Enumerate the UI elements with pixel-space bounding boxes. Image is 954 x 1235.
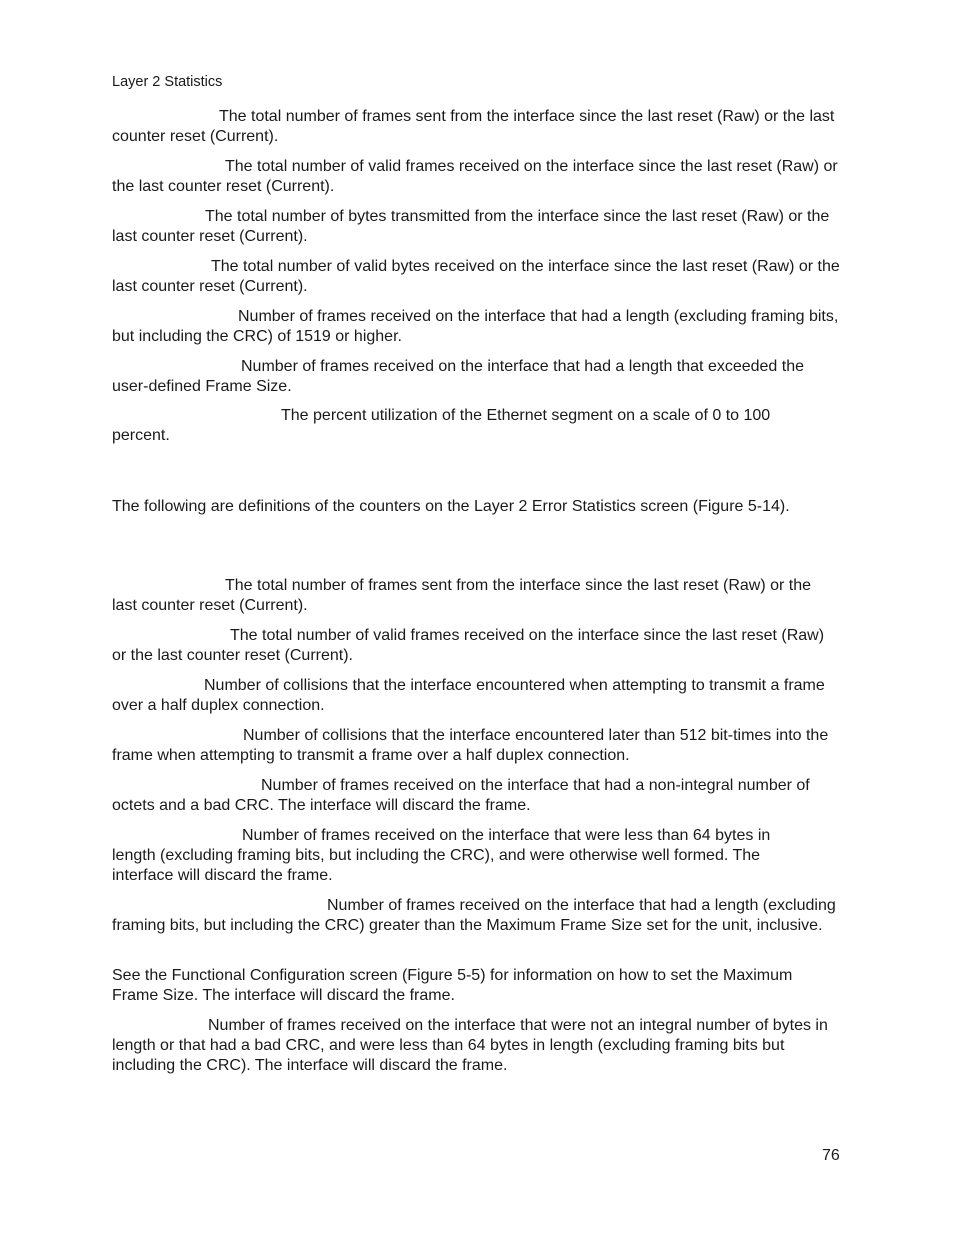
definition-utilization: The percent utilization of the Ethernet segment on a scale of 0 to 100 percent. <box>112 407 771 444</box>
definition-alignment-errors: Number of frames received on the interface that had a non-integral number of octets and a bad CRC. The interface will discard the frame. <box>112 777 810 814</box>
definition-oversize-frames: Number of frames received on the interface that had a length that exceeded the user-defined Frame Size. <box>112 358 805 395</box>
definition-oversize-errors: Number of frames received on the interface that had a length (excluding framing bits, but including the CRC) greater than the Maximum Frame Size set for the unit, inclusive. <box>112 897 836 934</box>
definition-frames-sent: The total number of frames sent from the interface since the last reset (Raw) or the last counter reset (Current). <box>112 108 835 145</box>
definition-bytes-received: The total number of valid bytes received on the interface since the last reset (Raw) or the last counter reset (Current). <box>112 258 840 295</box>
definition-error-frames-received: The total number of valid frames received on the interface since the last reset (Raw) or the last counter reset (Current). <box>112 627 825 664</box>
definition-late-collisions: Number of collisions that the interface encountered later than 512 bit-times into the frame when attempting to transmit a frame over a half duplex connection. <box>112 727 829 764</box>
error-statistics-intro: The following are definitions of the counters on the Layer 2 Error Statistics screen (Figure 5-14). <box>112 498 790 515</box>
running-header: Layer 2 Statistics <box>112 74 223 90</box>
definition-undersize-frames: Number of frames received on the interface that were less than 64 bytes in length (excluding framing bits, but including the CRC), and were otherwise well formed. The interface will discard the frame. <box>112 827 771 884</box>
definition-frames-1519-or-higher: Number of frames received on the interface that had a length (excluding framing bits, but including the CRC) of 1519 or higher. <box>112 308 839 345</box>
maximum-frame-size-note: See the Functional Configuration screen (Figure 5-5) for information on how to set the Maximum Frame Size. The interface will discard the frame. <box>112 967 793 1004</box>
page-number: 76 <box>822 1147 840 1164</box>
definition-error-frames-sent: The total number of frames sent from the interface since the last reset (Raw) or the last counter reset (Current). <box>112 577 812 614</box>
definition-bytes-sent: The total number of bytes transmitted from the interface since the last reset (Raw) or the last counter reset (Current). <box>112 208 830 245</box>
definition-frames-received: The total number of valid frames received on the interface since the last reset (Raw) or the last counter reset (Current). <box>112 158 838 195</box>
definition-collisions: Number of collisions that the interface encountered when attempting to transmit a frame over a half duplex connection. <box>112 677 825 714</box>
definition-fragments: Number of frames received on the interface that were not an integral number of bytes in length or that had a bad CRC, and were less than 64 bytes in length (excluding framing bits but including the CRC). The interface will discard the frame. <box>112 1017 828 1074</box>
